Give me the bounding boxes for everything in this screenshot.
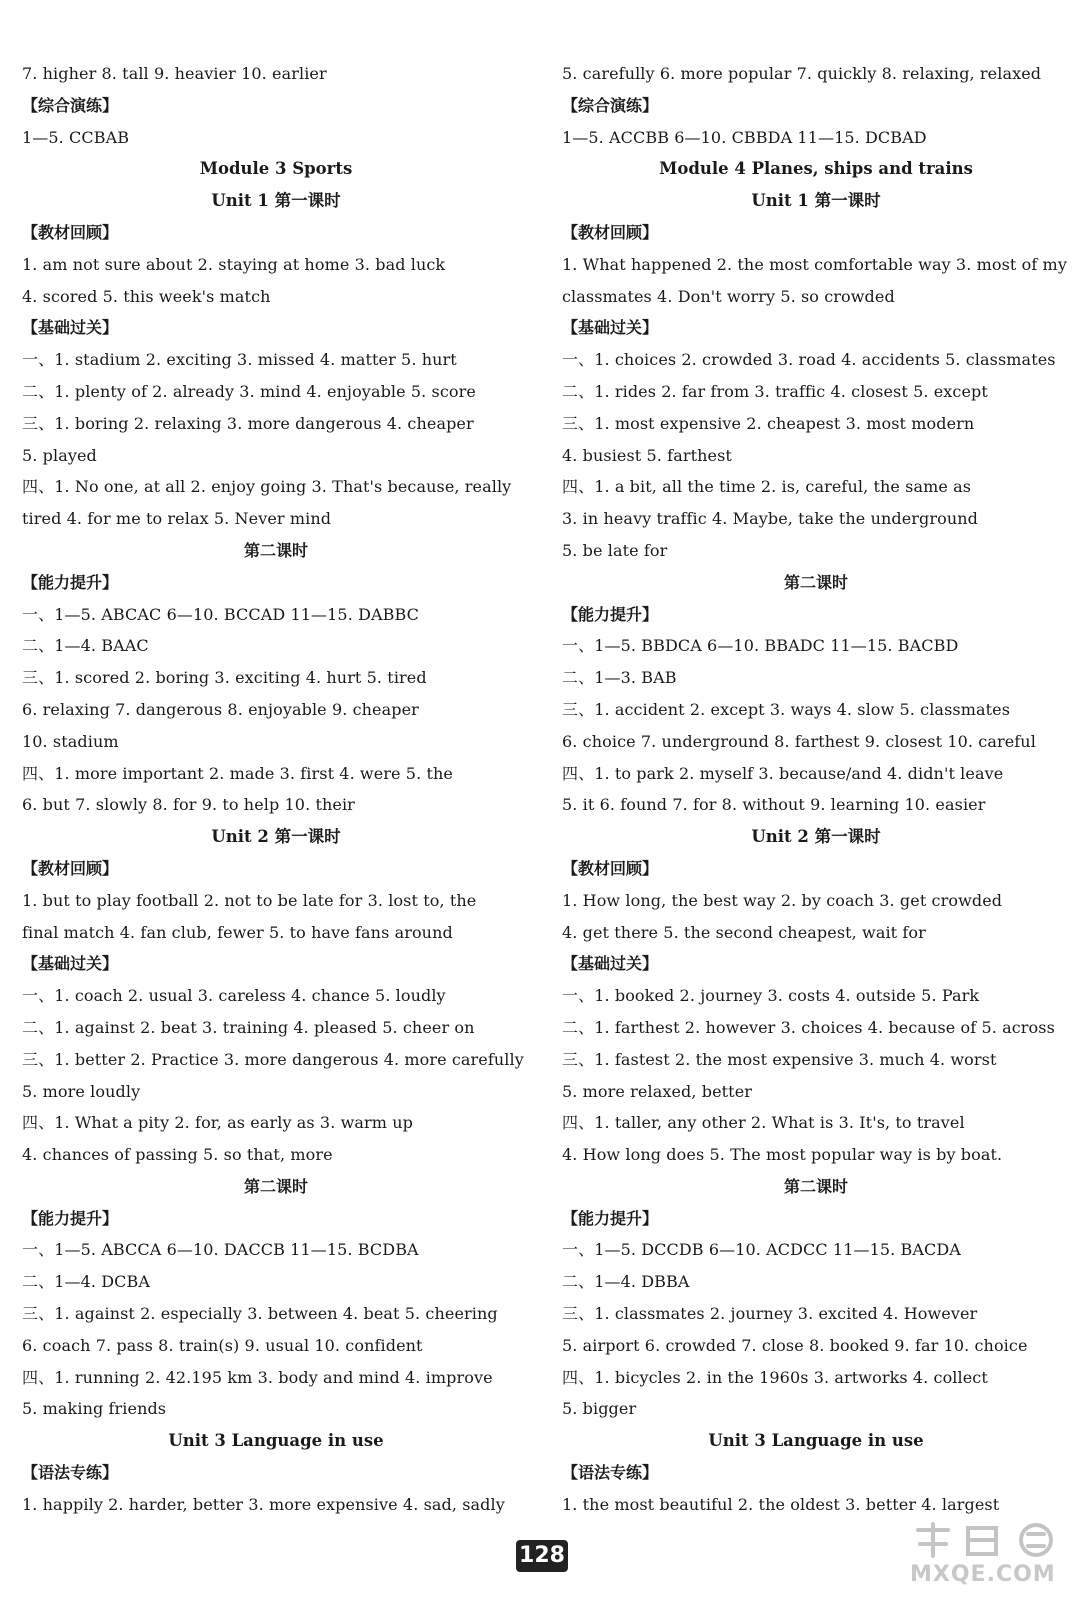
right-lesson-line: 第二课时 [783, 572, 848, 592]
left-text-line: 四、1. What a pity 2. for, as early as 3. warm up [22, 1113, 413, 1133]
right-text-line: classmates 4. Don't worry 5. so crowded [562, 286, 895, 306]
right-text-line: 一、1—5. DCCDB 6—10. ACDCC 11—15. BACDA [562, 1240, 961, 1260]
right-text-line: 四、1. a bit, all the time 2. is, careful, the same as [562, 477, 972, 497]
left-text-line: 三、1. better 2. Practice 3. more dangerous 4. more carefully [22, 1049, 524, 1069]
left-column [22, 58, 530, 1521]
right-text-line: 4. busiest 5. farthest [562, 445, 732, 465]
left-heading-line: 【基础过关】 [22, 318, 119, 338]
right-text-line: 5. bigger [562, 1399, 637, 1419]
left-text-line: 5. more loudly [22, 1081, 141, 1101]
left-heading-line: 【教材回顾】 [22, 858, 119, 878]
right-heading-line: 【教材回顾】 [562, 858, 659, 878]
right-text-line: 三、1. classmates 2. journey 3. excited 4. However [562, 1304, 978, 1324]
left-text-line: 二、1—4. BAAC [22, 636, 149, 656]
right-title-line: Unit 1 第一课时 [751, 191, 881, 211]
left-text-line: 三、1. scored 2. boring 3. exciting 4. hurt 5. tired [22, 668, 427, 688]
left-text-line: 4. chances of passing 5. so that, more [22, 1145, 333, 1165]
page-number: 128 [516, 1540, 568, 1572]
left-heading-line: 【综合演练】 [22, 95, 119, 115]
right-text-line: 5. it 6. found 7. for 8. without 9. learning 10. easier [562, 795, 986, 815]
left-text-line: 二、1—4. DCBA [22, 1272, 151, 1292]
watermark [902, 1520, 1074, 1592]
left-text-line: 1. but to play football 2. not to be late for 3. lost to, the [22, 890, 477, 910]
right-text-line: 四、1. taller, any other 2. What is 3. It's, to travel [562, 1113, 965, 1133]
left-text-line: 四、1. No one, at all 2. enjoy going 3. That's because, really [22, 477, 512, 497]
right-text-line: 1—5. ACCBB 6—10. CBBDA 11—15. DCBAD [562, 127, 927, 147]
right-heading-line: 【能力提升】 [562, 604, 659, 624]
right-text-line: 二、1. rides 2. far from 3. traffic 4. closest 5. except [562, 381, 988, 401]
left-text-line: 三、1. against 2. especially 3. between 4. beat 5. cheering [22, 1304, 498, 1324]
left-heading-line: 【基础过关】 [22, 954, 119, 974]
right-text-line: 5. be late for [562, 540, 668, 560]
left-heading-line: 【能力提升】 [22, 572, 119, 592]
left-text-line: 6. coach 7. pass 8. train(s) 9. usual 10. confident [22, 1335, 423, 1355]
left-text-line: 5. making friends [22, 1399, 167, 1419]
right-text-line: 三、1. fastest 2. the most expensive 3. much 4. worst [562, 1049, 997, 1069]
left-heading-line: 【教材回顾】 [22, 222, 119, 242]
left-heading-line: 【能力提升】 [22, 1208, 119, 1228]
left-text-line: 1—5. CCBAB [22, 127, 130, 147]
right-heading-line: 【基础过关】 [562, 954, 659, 974]
right-text-line: 二、1—4. DBBA [562, 1272, 690, 1292]
left-text-line: 二、1. plenty of 2. already 3. mind 4. enjoyable 5. score [22, 381, 476, 401]
right-text-line: 1. What happened 2. the most comfortable way 3. most of my [562, 254, 1067, 274]
right-text-line: 4. get there 5. the second cheapest, wait for [562, 922, 926, 942]
left-lesson-line: 第二课时 [243, 1176, 308, 1196]
right-heading-line: 【能力提升】 [562, 1208, 659, 1228]
right-text-line: 一、1—5. BBDCA 6—10. BBADC 11—15. BACBD [562, 636, 959, 656]
right-text-line: 三、1. most expensive 2. cheapest 3. most modern [562, 413, 975, 433]
left-text-line: 一、1. stadium 2. exciting 3. missed 4. matter 5. hurt [22, 350, 457, 370]
left-lesson-line: 第二课时 [243, 540, 308, 560]
left-text-line: 6. but 7. slowly 8. for 9. to help 10. their [22, 795, 355, 815]
left-text-line: 二、1. against 2. beat 3. training 4. pleased 5. cheer on [22, 1017, 475, 1037]
left-text-line: 1. happily 2. harder, better 3. more expensive 4. sad, sadly [22, 1494, 505, 1514]
watermark-logo-icon [908, 1520, 1068, 1560]
right-text-line: 5. carefully 6. more popular 7. quickly 8. relaxing, relaxed [562, 64, 1042, 83]
right-text-line: 3. in heavy traffic 4. Maybe, take the underground [562, 509, 979, 529]
right-heading-line: 【综合演练】 [562, 95, 659, 115]
right-text-line: 二、1—3. BAB [562, 668, 677, 688]
right-column [562, 58, 1070, 1521]
right-text-line: 一、1. booked 2. journey 3. costs 4. outside 5. Park [562, 986, 980, 1006]
right-heading-line: 【语法专练】 [562, 1463, 659, 1483]
left-text-line: 一、1—5. ABCCA 6—10. DACCB 11—15. BCDBA [22, 1240, 419, 1260]
right-title-line: Unit 2 第一课时 [751, 827, 881, 847]
right-text-line: 5. airport 6. crowded 7. close 8. booked 9. far 10. choice [562, 1335, 1028, 1355]
left-text-line: 5. played [22, 445, 97, 465]
right-title-line: Unit 3 Language in use [708, 1431, 924, 1451]
left-title-line: Unit 3 Language in use [168, 1431, 384, 1451]
left-title-line: Unit 2 第一课时 [211, 827, 341, 847]
left-text-line: 四、1. running 2. 42.195 km 3. body and mind 4. improve [22, 1367, 493, 1387]
right-text-line: 1. the most beautiful 2. the oldest 3. better 4. largest [562, 1494, 1000, 1514]
left-text-line: 10. stadium [22, 731, 119, 751]
left-title-line: Module 3 Sports [199, 159, 353, 179]
left-title-line: Unit 1 第一课时 [211, 191, 341, 211]
right-text-line: 四、1. to park 2. myself 3. because/and 4. didn't leave [562, 763, 1004, 783]
left-text-line: 1. am not sure about 2. staying at home 3. bad luck [22, 254, 446, 274]
left-text-line: 一、1—5. ABCAC 6—10. BCCAD 11—15. DABBC [22, 604, 420, 624]
watermark-site: MXQE.COM [910, 1562, 1056, 1587]
left-text-line: 四、1. more important 2. made 3. first 4. were 5. the [22, 763, 453, 783]
right-text-line: 二、1. farthest 2. however 3. choices 4. because of 5. across [562, 1017, 1055, 1037]
left-text-line: tired 4. for me to relax 5. Never mind [22, 509, 332, 529]
left-text-line: 一、1. coach 2. usual 3. careless 4. chance 5. loudly [22, 986, 446, 1006]
left-text-line: final match 4. fan club, fewer 5. to have fans around [22, 922, 453, 942]
right-title-line: Module 4 Planes, ships and trains [659, 159, 973, 179]
right-text-line: 三、1. accident 2. except 3. ways 4. slow 5. classmates [562, 699, 1011, 719]
right-text-line: 6. choice 7. underground 8. farthest 9. closest 10. careful [562, 731, 1036, 751]
left-text-line: 7. higher 8. tall 9. heavier 10. earlier [22, 64, 327, 83]
left-heading-line: 【语法专练】 [22, 1463, 119, 1483]
right-heading-line: 【教材回顾】 [562, 222, 659, 242]
left-text-line: 4. scored 5. this week's match [22, 286, 271, 306]
left-text-line: 6. relaxing 7. dangerous 8. enjoyable 9. cheaper [22, 699, 419, 719]
right-text-line: 5. more relaxed, better [562, 1081, 753, 1101]
right-heading-line: 【基础过关】 [562, 318, 659, 338]
right-text-line: 4. How long does 5. The most popular way is by boat. [562, 1145, 1003, 1165]
right-text-line: 1. How long, the best way 2. by coach 3. get crowded [562, 890, 1003, 910]
right-text-line: 一、1. choices 2. crowded 3. road 4. accidents 5. classmates [562, 350, 1056, 370]
right-text-line: 四、1. bicycles 2. in the 1960s 3. artworks 4. collect [562, 1367, 988, 1387]
right-lesson-line: 第二课时 [783, 1176, 848, 1196]
left-text-line: 三、1. boring 2. relaxing 3. more dangerous 4. cheaper [22, 413, 474, 433]
